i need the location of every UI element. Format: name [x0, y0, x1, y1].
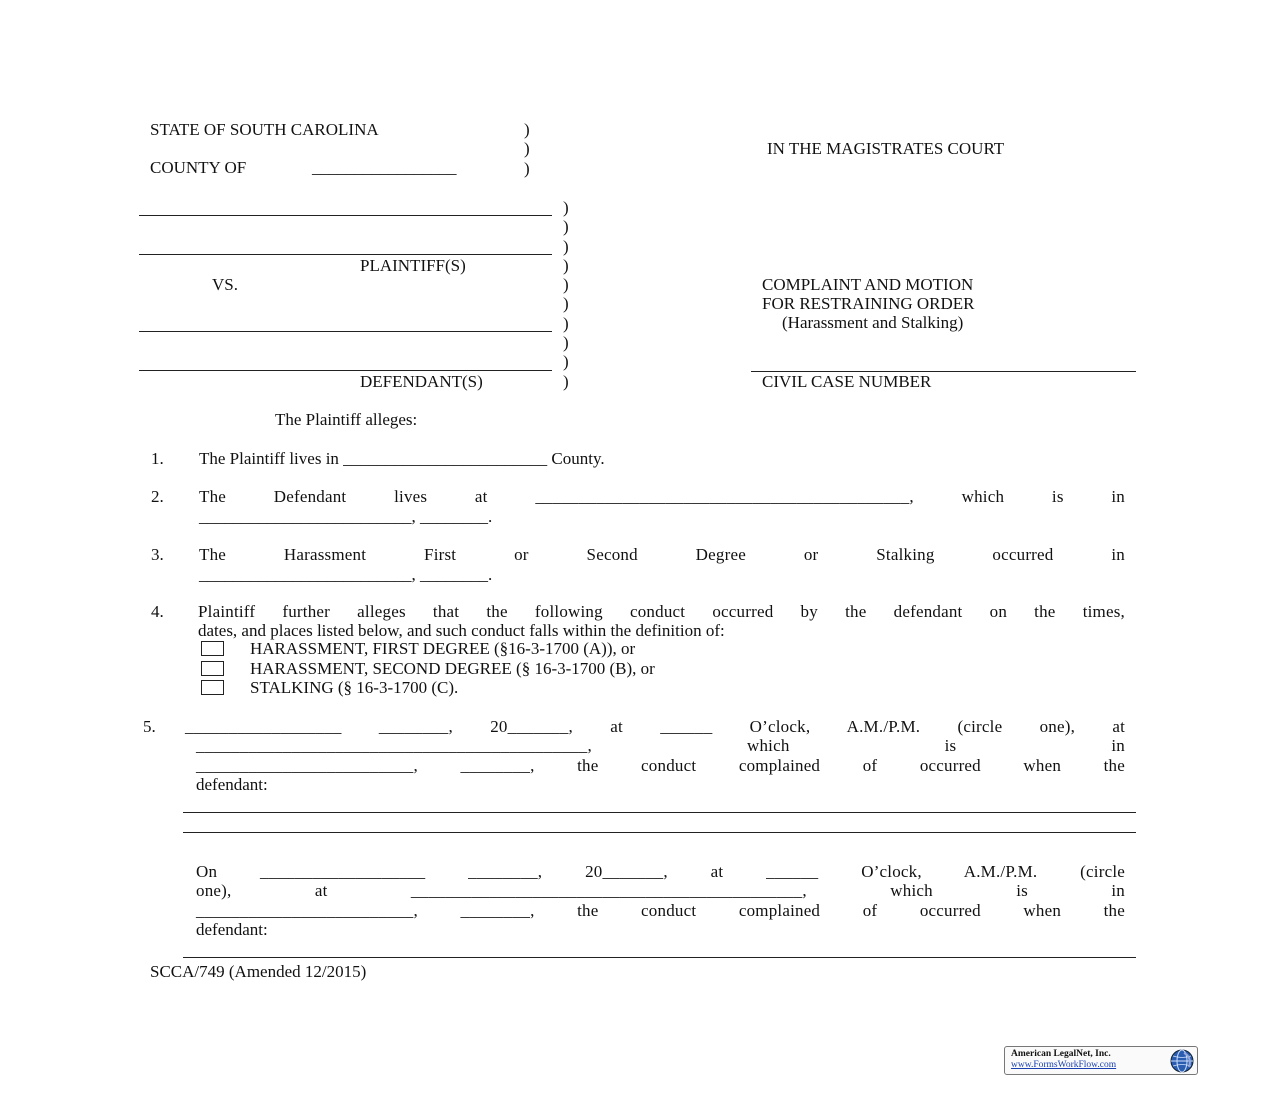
item-1-text: The Plaintiff lives in ________________________ County.	[199, 449, 605, 468]
conduct-line-2[interactable]	[183, 832, 1136, 833]
item-5-line-3: _________________________, ________, the conduct complained of occurred when the	[196, 756, 1125, 775]
item-5-line-2: _____________________________________________, which is in	[196, 736, 1125, 755]
vs-label: VS.	[212, 275, 238, 294]
plaintiff-label: PLAINTIFF(S)	[360, 256, 466, 275]
item-3-line-2: _________________________, ________.	[199, 565, 493, 584]
county-blank[interactable]: _________________	[312, 158, 457, 177]
title-line-2: FOR RESTRAINING ORDER	[762, 294, 975, 313]
defendant-name-line-2[interactable]	[139, 370, 552, 371]
harassment-second-degree-label: HARASSMENT, SECOND DEGREE (§ 16-3-1700 (B), or	[250, 659, 655, 678]
county-label: COUNTY OF	[150, 158, 247, 177]
conduct-line-1[interactable]	[183, 812, 1136, 813]
harassment-first-degree-label: HARASSMENT, FIRST DEGREE (§16-3-1700 (A)), or	[250, 639, 636, 658]
item-2-number: 2.	[151, 487, 164, 506]
intro-text: The Plaintiff alleges:	[275, 410, 418, 429]
title-line-3: (Harassment and Stalking)	[782, 313, 964, 332]
conduct-line-3[interactable]	[183, 957, 1136, 958]
item-4-line-2: dates, and places listed below, and such conduct falls within the definition of:	[198, 621, 725, 640]
occurrence-2-line-4: defendant:	[196, 920, 268, 939]
harassment-second-degree-checkbox[interactable]	[201, 661, 224, 676]
item-4-line-1: Plaintiff further alleges that the following conduct occurred by the defendant on the times,	[198, 602, 1125, 621]
logo-url[interactable]: www.FormsWorkFlow.com	[1011, 1060, 1117, 1070]
item-3-number: 3.	[151, 545, 164, 564]
court-name: IN THE MAGISTRATES COURT	[767, 139, 1005, 158]
stalking-checkbox[interactable]	[201, 680, 224, 695]
item-3-line-1: The Harassment First or Second Degree or Stalking occurred in	[199, 545, 1125, 564]
occurrence-2-line-3: _________________________, ________, the conduct complained of occurred when the	[196, 901, 1125, 920]
item-5-line-4: defendant:	[196, 775, 268, 794]
case-number-label: CIVIL CASE NUMBER	[762, 372, 932, 391]
defendant-name-line-1[interactable]	[139, 331, 552, 332]
form-id: SCCA/749 (Amended 12/2015)	[150, 962, 367, 981]
item-2-line-1: The Defendant lives at ___________________________________________, which is in	[199, 487, 1125, 506]
globe-icon	[1170, 1049, 1194, 1073]
occurrence-2-line-1: On ___________________ ________, 20_______, at ______ O’clock, A.M./P.M. (circle	[196, 862, 1125, 881]
state-label: STATE OF SOUTH CAROLINA	[150, 120, 379, 139]
item-2-line-2: _________________________, ________.	[199, 507, 493, 526]
stalking-label: STALKING (§ 16-3-1700 (C).	[250, 678, 459, 697]
item-1-number: 1.	[151, 449, 164, 468]
item-5-number: 5.	[143, 717, 156, 736]
header-parens: ) ) )	[524, 120, 530, 178]
caption-parens: ) ) ) ) ) ) ) ) ) )	[563, 198, 569, 391]
item-4-number: 4.	[151, 602, 164, 621]
plaintiff-name-line-1[interactable]	[139, 215, 552, 216]
item-5-line-1: __________________ ________, 20_______, at ______ O’clock, A.M./P.M. (circle one), at	[185, 717, 1125, 736]
logo-company: American LegalNet, Inc.	[1011, 1049, 1111, 1059]
title-line-1: COMPLAINT AND MOTION	[762, 275, 974, 294]
vendor-logo[interactable]	[1004, 1046, 1198, 1075]
plaintiff-name-line-2[interactable]	[139, 254, 552, 255]
occurrence-2-line-2: one), at _____________________________________________, which is in	[196, 881, 1125, 900]
harassment-first-degree-checkbox[interactable]	[201, 641, 224, 656]
defendant-label: DEFENDANT(S)	[360, 372, 483, 391]
